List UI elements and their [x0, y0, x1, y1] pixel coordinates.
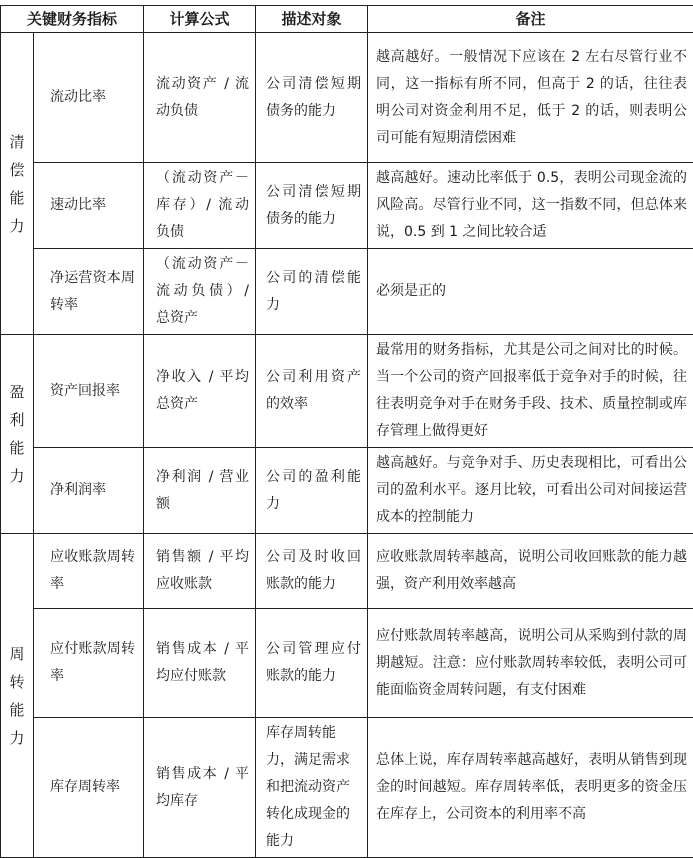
group-char: 盈: [3, 378, 31, 406]
indicator-cell: 资产回报率: [34, 335, 144, 448]
object-cell: 公司利用资产的效率: [256, 335, 368, 448]
formula-cell: 净收入 / 平均总资产: [144, 335, 256, 448]
financial-indicators-table: [0, 5, 693, 858]
header-note: 备注: [368, 6, 693, 33]
table-row: [1, 718, 693, 858]
formula-cell: 流动资产 / 流动负债: [144, 33, 256, 163]
table-row: [1, 335, 693, 448]
header-formula: 计算公式: [144, 6, 256, 33]
note-cell: 越高越好。速动比率低于 0.5，表明公司现金流的风险高。尽管行业不同，这一指数不同，但总体来说，0.5 到 1 之间比较合适: [368, 163, 693, 249]
note-cell: 应付账款周转率越高，说明公司从采购到付款的周期越短。注意：应付账款周转率较低，表明公司可能面临资金周转问题，有支付困难: [368, 609, 693, 718]
group-char: 力: [3, 724, 31, 752]
group-char: 能: [3, 184, 31, 212]
header-object: 描述对象: [256, 6, 368, 33]
object-cell: 公司管理应付账款的能力: [256, 609, 368, 718]
formula-cell: 销售成本 / 平均库存: [144, 718, 256, 858]
object-cell: 公司清偿短期债务的能力: [256, 33, 368, 163]
object-cell: 库存周转能力，满足需求和把流动资产转化成现金的能力: [256, 718, 368, 858]
object-cell: 公司的盈利能力: [256, 448, 368, 534]
formula-cell: 净利润 / 营业额: [144, 448, 256, 534]
object-cell: 公司清偿短期债务的能力: [256, 163, 368, 249]
note-cell: 应收账款周转率越高，说明公司收回账款的能力越强，资产利用效率越高: [368, 534, 693, 609]
group-char: 利: [3, 406, 31, 434]
indicator-cell: 净利润率: [34, 448, 144, 534]
note-cell: 必须是正的: [368, 249, 693, 335]
header-indicator: 关键财务指标: [1, 6, 144, 33]
note-cell: 越高越好。一般情况下应该在 2 左右尽管行业不同，这一指标有所不同，但高于 2 的话，往往表明公司对资金利用不足，低于 2 的话，则表明公司可能有短期清偿困难: [368, 33, 693, 163]
group-char: 能: [3, 434, 31, 462]
formula-cell: 销售成本 / 平均应付账款: [144, 609, 256, 718]
group-char: 偿: [3, 156, 31, 184]
table-row: [1, 534, 693, 609]
table-row: [1, 609, 693, 718]
object-cell: 公司的清偿能力: [256, 249, 368, 335]
formula-cell: 销售额 / 平均应收账款: [144, 534, 256, 609]
note-cell: 越高越好。与竞争对手、历史表现相比，可看出公司的盈利水平。逐月比较，可看出公司对间接运营成本的控制能力: [368, 448, 693, 534]
note-cell: 最常用的财务指标，尤其是公司之间对比的时候。当一个公司的资产回报率低于竞争对手的时候，往往表明竞争对手在财务手段、技术、质量控制或库存管理上做得更好: [368, 335, 693, 448]
indicator-cell: 应收账款周转率: [34, 534, 144, 609]
note-cell: 总体上说，库存周转率越高越好，表明从销售到现金的时间越短。库存周转率低，表明更多的资金压在库存上，公司资本的利用率不高: [368, 718, 693, 858]
indicator-cell: 净运营资本周转率: [34, 249, 144, 335]
group-char: 力: [3, 462, 31, 490]
group-char: 力: [3, 212, 31, 240]
table-row: [1, 163, 693, 249]
table-row: [1, 33, 693, 163]
indicator-cell: 库存周转率: [34, 718, 144, 858]
group-char: 能: [3, 696, 31, 724]
header-row: [1, 6, 693, 33]
indicator-cell: 流动比率: [34, 33, 144, 163]
table-row: [1, 249, 693, 335]
group-char: 转: [3, 668, 31, 696]
group-char: 清: [3, 128, 31, 156]
indicator-cell: 速动比率: [34, 163, 144, 249]
group-label-profitability: [1, 335, 34, 534]
group-char: 周: [3, 640, 31, 668]
group-label-turnover: [1, 534, 34, 858]
indicator-cell: 应付账款周转率: [34, 609, 144, 718]
group-label-solvency: [1, 33, 34, 335]
formula-cell: （流动资产－流动负债）/ 总资产: [144, 249, 256, 335]
object-cell: 公司及时收回账款的能力: [256, 534, 368, 609]
table-row: [1, 448, 693, 534]
formula-cell: （流动资产－库存）/ 流动负债: [144, 163, 256, 249]
